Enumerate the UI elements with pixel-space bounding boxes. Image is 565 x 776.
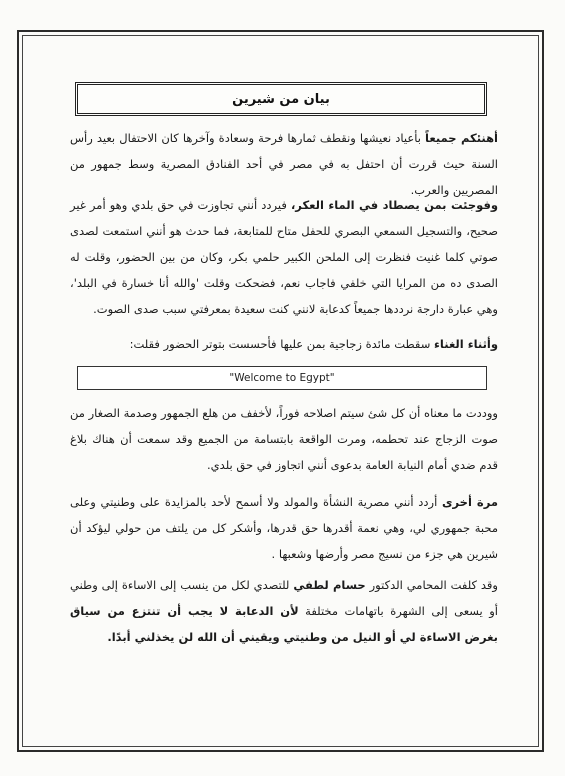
paragraph-explanation [70, 400, 498, 478]
paragraph-text: فيردد أنني تجاوزت في حق بلدي وهو أمر غير صحيح، والتسجيل السمعي البصري للحفل متاح للمتابعة، فما حدث هو أنني استمعت لصدى صوتي كلما غنيت فنظرت إلى الملحن الكبير حلمي بكر، وكان من بين الحضور، وقلت له الصدى ده من المرايا التي خلفي فاجاب نعم، فضحكت وقلت 'والله أنا خسارة في البلد'، وهي عبارة دارجة نرددها جميعاً كدعابة لانني كنت سعيدة بمعرفتي سبب صدى الصوت. [70, 198, 498, 316]
document-title: بيان من شيرين [232, 91, 330, 107]
paragraph-closing: لأن الدعابة لا يجب أن تنتزع من سياق بغرض الاساءة لي أو النيل من وطنيتي ويقيني أن الله لن يخذلني أبدًا. [70, 604, 498, 644]
paragraph-lead: وأثناء الغناء [434, 337, 498, 351]
quote-text: "Welcome to Egypt" [229, 372, 335, 384]
paragraph-lead: أهنئكم جميعاً [425, 131, 498, 145]
paragraph-lawyer [70, 572, 498, 650]
lawyer-name: حسام لطفي [293, 578, 366, 592]
quote-box [77, 366, 487, 390]
paragraph-text: ووددت ما معناه أن كل شئ سيتم اصلاحه فوراً، لأخفف من هلع الجمهور وصدمة الصغار من صوت الزجاج عند تحطمه، ومرت الواقعة بابتسامة من الجميع وقد سمعت أن هناك بلاغ قدم ضدي أمام النيابة العامة بدعوى أنني اتجاوز في حق بلدي. [70, 406, 498, 472]
paragraph-lead: مرة أخرى [441, 495, 498, 509]
paragraph-incident [70, 192, 498, 322]
paragraph-patriotism [70, 489, 498, 567]
paragraph-text: للتصدي لكل من ينسب إلى الاساءة إلى وطني أو يسعى إلى الشهرة باتهامات مختلفة [70, 578, 498, 618]
paragraph-text: أردد أنني مصرية النشأة والمولد ولا أسمح لأحد بالمزايدة على وطنيتي وعلى محبة جمهوري لي، وهي نعمة أقدرها حق قدرها، وأشكر كل من يلتف من حولي ليؤكد أن شيرين هي جزء من نسيج مصر وأرضها وشعبها . [70, 495, 498, 561]
paragraph-text: وقد كلفت المحامي الدكتور [365, 578, 498, 592]
paragraph-lead: وفوجئت بمن يصطاد في الماء العكر، [290, 198, 498, 212]
paragraph-text: سقطت مائدة زجاجية بمن عليها فأحسست بتوتر الحضور فقلت: [129, 337, 435, 351]
paragraph-singing [70, 331, 498, 357]
paragraph-text: بأعياد نعيشها ونقطف ثمارها فرحة وسعادة وآخرها كان الاحتفال بعيد رأس السنة حيث قررت أن احتفل به في مصر في أحد الفنادق المصرية وسط جمهور من المصريين والعرب. [70, 131, 498, 197]
title-box [75, 82, 487, 116]
